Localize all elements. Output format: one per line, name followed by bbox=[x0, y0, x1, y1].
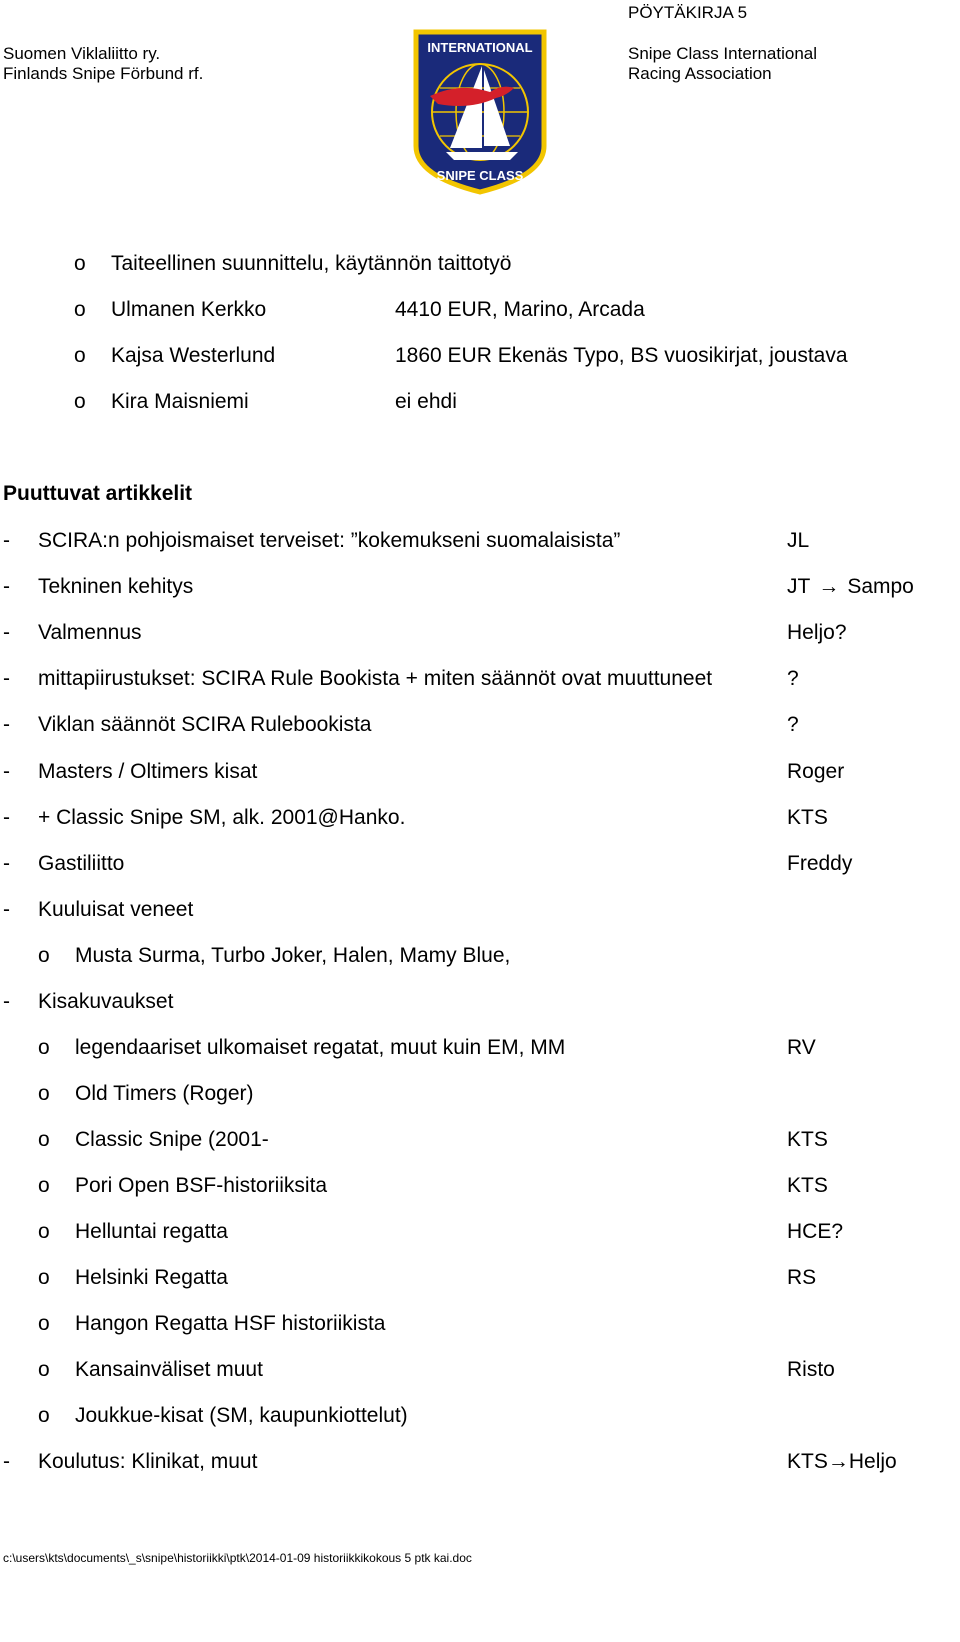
bullet-o: o bbox=[38, 1312, 50, 1335]
article-subitem: Old Timers (Roger) bbox=[75, 1082, 254, 1105]
article-item: Kuuluisat veneet bbox=[38, 898, 194, 921]
dash-marker: - bbox=[3, 621, 10, 644]
intl-org-line2: Racing Association bbox=[628, 64, 772, 83]
article-item: + Classic Snipe SM, alk. 2001@Hanko. bbox=[38, 806, 406, 829]
article-item: mittapiirustukset: SCIRA Rule Bookista + miten säännöt ovat muuttuneet bbox=[38, 667, 713, 690]
org-name-swedish: Finlands Snipe Förbund rf. bbox=[3, 64, 204, 83]
bullet-o: o bbox=[74, 390, 86, 413]
article-owner-to: Sampo bbox=[847, 575, 914, 598]
dash-marker: - bbox=[3, 806, 10, 829]
article-owner: HCE? bbox=[787, 1220, 844, 1243]
logo-text-bottom: SNIPE CLASS bbox=[436, 168, 524, 183]
article-owner: RS bbox=[787, 1266, 817, 1289]
article-item: Valmennus bbox=[38, 621, 142, 644]
article-owner: KTS bbox=[787, 1174, 828, 1197]
article-owner-from: JT bbox=[787, 575, 811, 598]
bullet-o: o bbox=[74, 252, 86, 275]
design-item-note: ei ehdi bbox=[395, 390, 457, 413]
article-item: Gastiliitto bbox=[38, 852, 125, 875]
dash-marker: - bbox=[3, 898, 10, 921]
bullet-o: o bbox=[38, 1220, 50, 1243]
dash-marker: - bbox=[3, 852, 10, 875]
dash-marker: - bbox=[3, 990, 10, 1013]
dash-marker: - bbox=[3, 713, 10, 736]
dash-marker: - bbox=[3, 760, 10, 783]
article-item: SCIRA:n pohjoismaiset terveiset: ”kokemukseni suomalaisista” bbox=[38, 529, 621, 552]
article-owner: JL bbox=[787, 529, 810, 552]
logo-text-top: INTERNATIONAL bbox=[427, 40, 533, 55]
article-owner: Roger bbox=[787, 760, 845, 783]
dash-marker: - bbox=[3, 667, 10, 690]
article-item: Tekninen kehitys bbox=[38, 575, 194, 598]
article-subitem: Joukkue-kisat (SM, kaupunkiottelut) bbox=[75, 1404, 408, 1427]
design-item: Kajsa Westerlund bbox=[111, 344, 276, 367]
bullet-o: o bbox=[38, 1128, 50, 1151]
article-owner: Risto bbox=[787, 1358, 835, 1381]
international-snipe-class-logo bbox=[410, 26, 550, 196]
design-item-note: 4410 EUR, Marino, Arcada bbox=[395, 298, 645, 321]
article-subitem: Hangon Regatta HSF historiikista bbox=[75, 1312, 386, 1335]
article-subitem: legendaariset ulkomaiset regatat, muut kuin EM, MM bbox=[75, 1036, 566, 1059]
article-item: Masters / Oltimers kisat bbox=[38, 760, 258, 783]
article-owner-to: Heljo bbox=[848, 1450, 897, 1473]
article-owner: ? bbox=[787, 667, 799, 690]
article-item: Koulutus: Klinikat, muut bbox=[38, 1450, 258, 1473]
article-owner bbox=[787, 1449, 897, 1475]
article-owner-from: KTS bbox=[787, 1450, 828, 1473]
article-subitem: Helsinki Regatta bbox=[75, 1266, 228, 1289]
bullet-o: o bbox=[38, 1082, 50, 1105]
bullet-o: o bbox=[38, 1036, 50, 1059]
article-item: Viklan säännöt SCIRA Rulebookista bbox=[38, 713, 372, 736]
bullet-o: o bbox=[38, 1174, 50, 1197]
article-subitem: Classic Snipe (2001- bbox=[75, 1128, 269, 1151]
article-owner bbox=[787, 574, 914, 600]
design-item-note: 1860 EUR Ekenäs Typo, BS vuosikirjat, joustava bbox=[395, 344, 848, 367]
article-owner: ? bbox=[787, 713, 799, 736]
bullet-o: o bbox=[74, 344, 86, 367]
article-item: Kisakuvaukset bbox=[38, 990, 174, 1013]
dash-marker: - bbox=[3, 1450, 10, 1473]
dash-marker: - bbox=[3, 529, 10, 552]
document-label: PÖYTÄKIRJA 5 bbox=[628, 3, 748, 22]
arrow-right-icon: → bbox=[827, 1450, 849, 1473]
article-owner: RV bbox=[787, 1036, 816, 1059]
design-item: Kira Maisniemi bbox=[111, 390, 249, 413]
design-item: Ulmanen Kerkko bbox=[111, 298, 267, 321]
article-subitem: Helluntai regatta bbox=[75, 1220, 228, 1243]
arrow-right-icon: → bbox=[818, 575, 840, 598]
article-owner: Heljo? bbox=[787, 621, 847, 644]
article-owner: KTS bbox=[787, 806, 828, 829]
design-item: Taiteellinen suunnittelu, käytännön taittotyö bbox=[111, 252, 512, 275]
article-owner: KTS bbox=[787, 1128, 828, 1151]
bullet-o: o bbox=[38, 1266, 50, 1289]
org-name-finnish: Suomen Viklaliitto ry. bbox=[3, 44, 161, 63]
bullet-o: o bbox=[38, 1358, 50, 1381]
article-subitem: Kansainväliset muut bbox=[75, 1358, 263, 1381]
section-heading-missing-articles: Puuttuvat artikkelit bbox=[3, 482, 193, 505]
dash-marker: - bbox=[3, 575, 10, 598]
article-subitem: Pori Open BSF-historiiksita bbox=[75, 1174, 328, 1197]
bullet-o: o bbox=[74, 298, 86, 321]
intl-org-line1: Snipe Class International bbox=[628, 44, 818, 63]
footer-file-path: c:\users\kts\documents\_s\snipe\historiikki\ptk\2014-01-09 historiikkikokous 5 ptk kai.doc bbox=[3, 1551, 472, 1565]
bullet-o: o bbox=[38, 1404, 50, 1427]
article-owner: Freddy bbox=[787, 852, 853, 875]
bullet-o: o bbox=[38, 944, 50, 967]
article-subitem: Musta Surma, Turbo Joker, Halen, Mamy Blue, bbox=[75, 944, 511, 967]
